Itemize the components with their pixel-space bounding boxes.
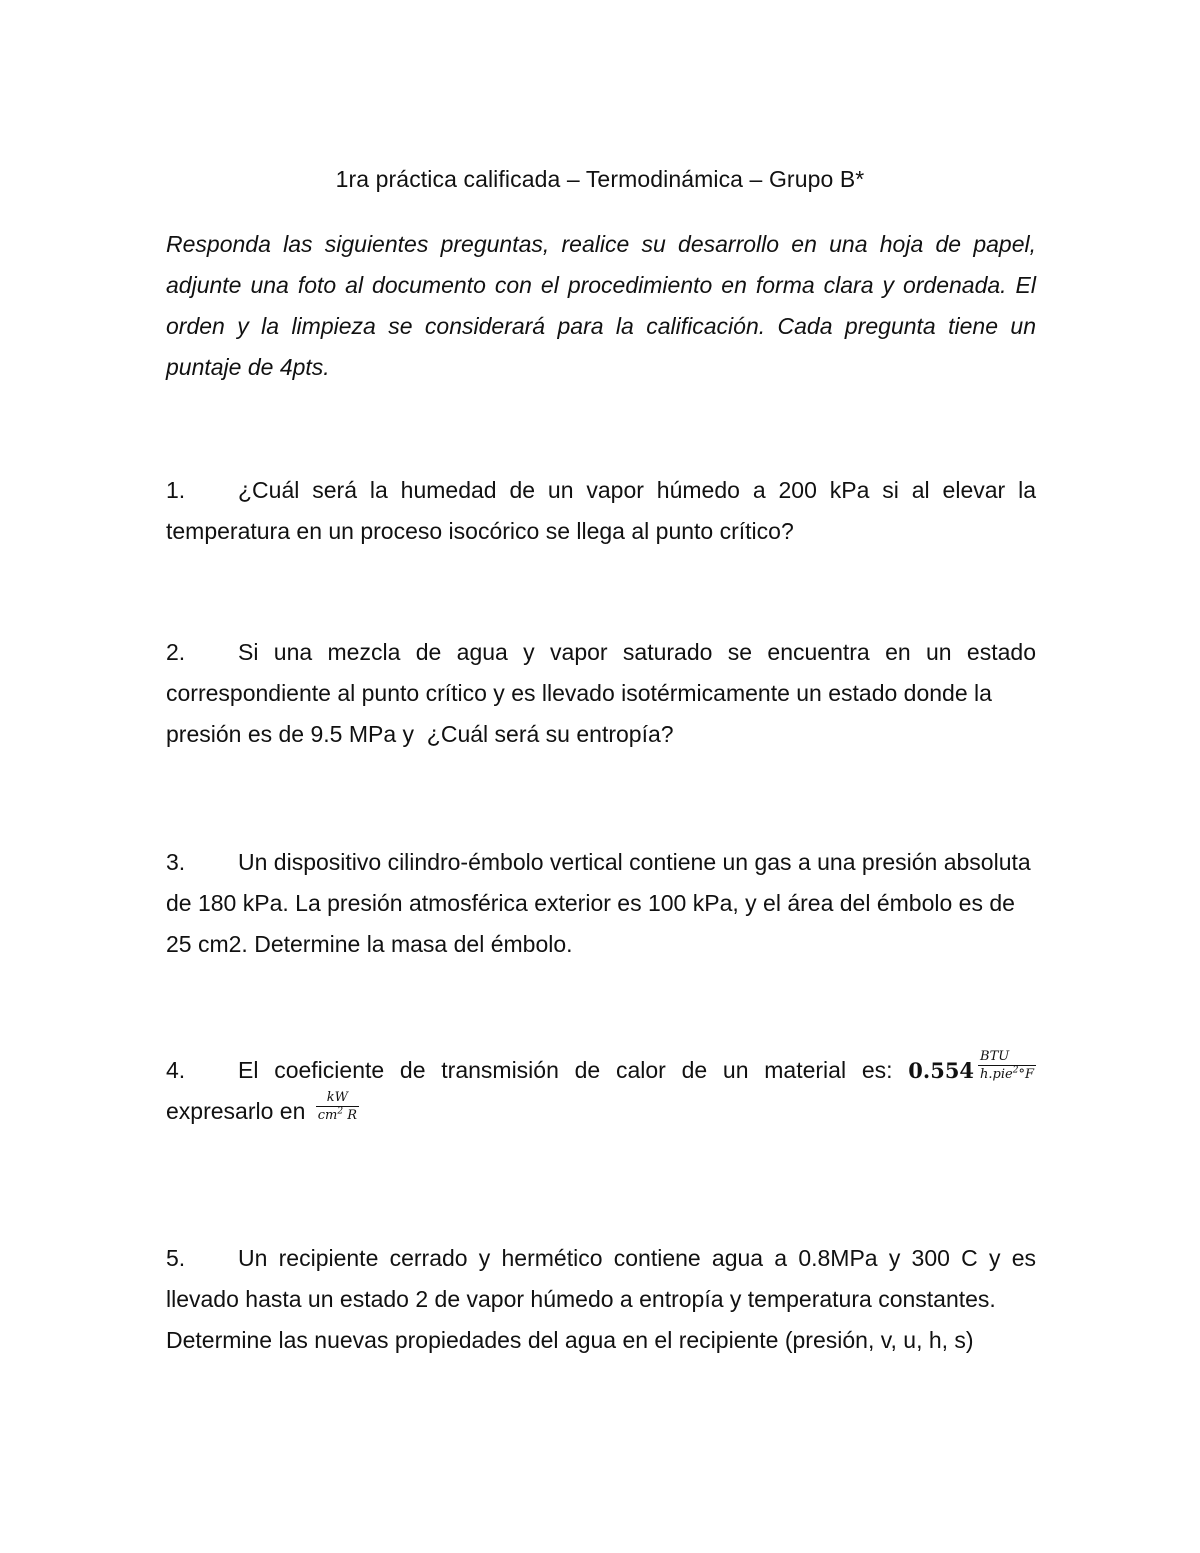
question-number: 4. [166, 1057, 186, 1083]
unit-denominator [316, 1107, 359, 1123]
unit-exponent: 2 [337, 1107, 344, 1118]
unit-numerator: BTU [978, 1049, 1036, 1066]
unit-denominator-tail: °F [1018, 1067, 1034, 1083]
unit-numerator: kW [316, 1090, 359, 1107]
question-1-text-2: temperatura en un proceso isocórico se llega al punto crítico? [166, 518, 794, 544]
question-1 [166, 470, 1036, 552]
question-3-text-3: 25 cm2. Determine la masa del émbolo. [166, 931, 573, 957]
unit-fraction-kw [316, 1090, 359, 1123]
question-2-text-3: presión es de 9.5 MPa y ¿Cuál será su entropía? [166, 721, 674, 747]
unit-denominator [978, 1066, 1036, 1082]
coefficient-value: 0.554 [908, 1058, 975, 1083]
question-1-line-1 [166, 470, 1036, 511]
question-2-line-1 [166, 632, 1036, 673]
question-4-text-1: El coeficiente de transmisión de calor de un material es: [238, 1057, 893, 1083]
question-number: 5. [166, 1245, 186, 1271]
question-2 [166, 632, 1036, 755]
page-title: 1ra práctica calificada – Termodinámica – Grupo B* [335, 166, 865, 192]
question-5 [166, 1238, 1036, 1361]
instructions-paragraph: Responda las siguientes preguntas, realice su desarrollo en una hoja de papel, adjunte una foto al documento con el procedimiento en forma clara y ordenada. El orden y la limpieza se considerará para la calificación. Cada pregunta tiene un puntaje de 4pts. [166, 231, 1036, 380]
question-5-text-2: llevado hasta un estado 2 de vapor húmedo a entropía y temperatura constantes. [166, 1286, 996, 1312]
question-3-text-1: Un dispositivo cilindro-émbolo vertical contiene un gas a una presión absoluta [238, 849, 1031, 875]
question-number: 2. [166, 639, 186, 665]
question-5-text-1: Un recipiente cerrado y hermético contiene agua a 0.8MPa y 300 C y es [238, 1245, 1036, 1271]
unit-denominator-tail: R [343, 1108, 358, 1124]
question-1-text-1: ¿Cuál será la humedad de un vapor húmedo a 200 kPa si al elevar la [238, 477, 1036, 503]
question-2-text-1: Si una mezcla de agua y vapor saturado se encuentra en un estado [238, 639, 1036, 665]
question-2-text-2: correspondiente al punto crítico y es llevado isotérmicamente un estado donde la [166, 680, 992, 706]
question-5-line-1 [166, 1238, 1036, 1279]
question-number: 1. [166, 477, 186, 503]
question-3-text-2: de 180 kPa. La presión atmosférica exterior es 100 kPa, y el área del émbolo es de [166, 890, 1015, 916]
unit-denominator-base: h.pie [980, 1067, 1013, 1083]
question-3 [166, 842, 1036, 965]
unit-exponent: 2 [1012, 1066, 1019, 1077]
question-5-text-3: Determine las nuevas propiedades del agua en el recipiente (presión, v, u, h, s) [166, 1327, 974, 1353]
unit-denominator-base: cm [317, 1108, 338, 1124]
question-4-text-2: expresarlo en [166, 1098, 306, 1124]
unit-fraction-btu [978, 1049, 1036, 1082]
question-4 [166, 1050, 1036, 1132]
question-3-line-1 [166, 842, 1036, 883]
question-4-line-2 [166, 1091, 1036, 1132]
question-4-line-1 [166, 1050, 1036, 1091]
question-number: 3. [166, 849, 186, 875]
